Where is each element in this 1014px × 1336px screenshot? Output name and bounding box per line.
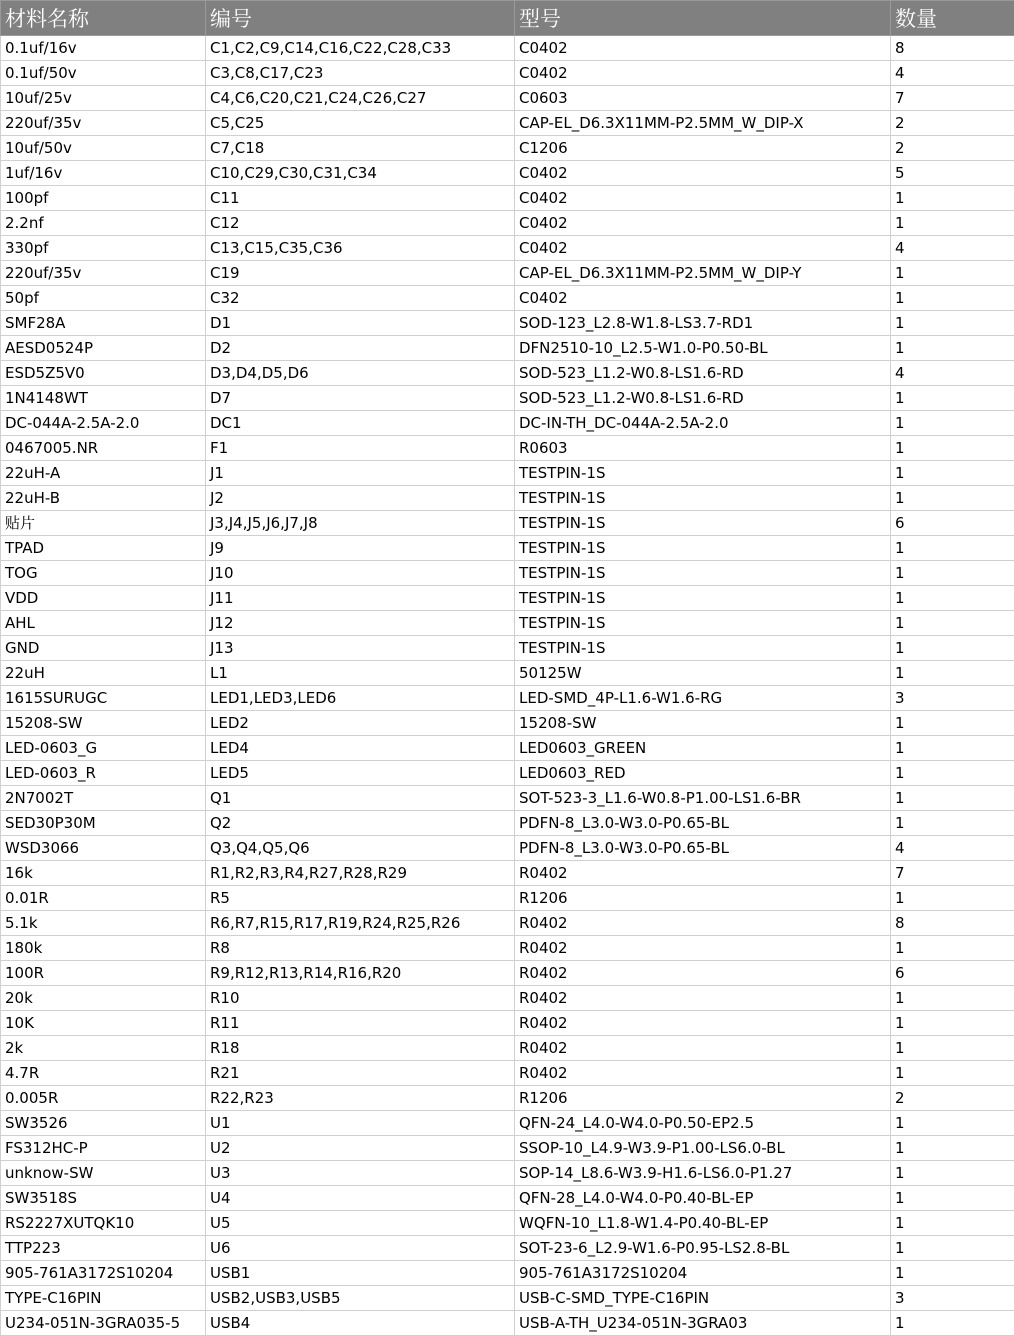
column-header-name[interactable]: 材料名称 <box>1 1 206 36</box>
cell-designator[interactable]: C12 <box>206 211 515 236</box>
table-row <box>1 61 1014 86</box>
cell-qty[interactable]: 3 <box>891 686 1014 711</box>
cell-designator[interactable]: J10 <box>206 561 515 586</box>
cell-model[interactable]: WQFN-10_L1.8-W1.4-P0.40-BL-EP <box>515 1211 891 1236</box>
cell-model[interactable]: R0402 <box>515 861 891 886</box>
cell-name[interactable]: 50pf <box>1 286 206 311</box>
cell-model[interactable]: R0402 <box>515 961 891 986</box>
table-row <box>1 411 1014 436</box>
cell-designator[interactable]: C11 <box>206 186 515 211</box>
cell-designator[interactable]: C4,C6,C20,C21,C24,C26,C27 <box>206 86 515 111</box>
cell-model[interactable]: 15208-SW <box>515 711 891 736</box>
cell-qty[interactable]: 1 <box>891 1061 1014 1086</box>
cell-name[interactable]: 905-761A3172S10204 <box>1 1261 206 1286</box>
cell-name[interactable]: DC-044A-2.5A-2.0 <box>1 411 206 436</box>
cell-qty[interactable]: 8 <box>891 36 1014 61</box>
cell-qty[interactable]: 1 <box>891 1211 1014 1236</box>
cell-model[interactable]: PDFN-8_L3.0-W3.0-P0.65-BL <box>515 836 891 861</box>
cell-designator[interactable]: D1 <box>206 311 515 336</box>
cell-qty[interactable]: 4 <box>891 236 1014 261</box>
cell-qty[interactable]: 1 <box>891 811 1014 836</box>
table-row <box>1 1011 1014 1036</box>
table-row <box>1 1111 1014 1136</box>
cell-model[interactable]: C0402 <box>515 286 891 311</box>
cell-designator[interactable]: J12 <box>206 611 515 636</box>
cell-name[interactable]: 330pf <box>1 236 206 261</box>
cell-name[interactable]: AHL <box>1 611 206 636</box>
cell-model[interactable]: LED0603_RED <box>515 761 891 786</box>
cell-designator[interactable]: U5 <box>206 1211 515 1236</box>
cell-designator[interactable]: R10 <box>206 986 515 1011</box>
cell-qty[interactable]: 1 <box>891 186 1014 211</box>
cell-name[interactable]: SMF28A <box>1 311 206 336</box>
cell-designator[interactable]: R9,R12,R13,R14,R16,R20 <box>206 961 515 986</box>
cell-qty[interactable]: 4 <box>891 361 1014 386</box>
cell-name[interactable]: SW3526 <box>1 1111 206 1136</box>
table-row <box>1 1086 1014 1111</box>
cell-name[interactable]: SW3518S <box>1 1186 206 1211</box>
cell-model[interactable]: R0402 <box>515 911 891 936</box>
cell-qty[interactable]: 1 <box>891 786 1014 811</box>
cell-model[interactable]: C0402 <box>515 161 891 186</box>
cell-qty[interactable]: 5 <box>891 161 1014 186</box>
cell-qty[interactable]: 1 <box>891 386 1014 411</box>
cell-model[interactable]: TESTPIN-1S <box>515 536 891 561</box>
cell-designator[interactable]: D2 <box>206 336 515 361</box>
table-row <box>1 861 1014 886</box>
cell-qty[interactable]: 4 <box>891 836 1014 861</box>
cell-name[interactable]: 4.7R <box>1 1061 206 1086</box>
cell-designator[interactable]: R6,R7,R15,R17,R19,R24,R25,R26 <box>206 911 515 936</box>
cell-model[interactable]: CAP-EL_D6.3X11MM-P2.5MM_W_DIP-X <box>515 111 891 136</box>
cell-designator[interactable]: C10,C29,C30,C31,C34 <box>206 161 515 186</box>
cell-qty[interactable]: 6 <box>891 961 1014 986</box>
table-row <box>1 611 1014 636</box>
cell-designator[interactable]: J1 <box>206 461 515 486</box>
cell-model[interactable]: TESTPIN-1S <box>515 561 891 586</box>
table-row <box>1 1211 1014 1236</box>
table-row <box>1 736 1014 761</box>
cell-name[interactable]: SED30P30M <box>1 811 206 836</box>
table-row <box>1 461 1014 486</box>
cell-designator[interactable]: L1 <box>206 661 515 686</box>
cell-name[interactable]: 16k <box>1 861 206 886</box>
cell-designator[interactable]: R11 <box>206 1011 515 1036</box>
table-row <box>1 711 1014 736</box>
cell-qty[interactable]: 1 <box>891 461 1014 486</box>
table-row <box>1 686 1014 711</box>
cell-name[interactable]: 0467005.NR <box>1 436 206 461</box>
cell-designator[interactable]: LED4 <box>206 736 515 761</box>
cell-name[interactable]: 100R <box>1 961 206 986</box>
table-row <box>1 536 1014 561</box>
cell-model[interactable]: LED-SMD_4P-L1.6-W1.6-RG <box>515 686 891 711</box>
cell-model[interactable]: R0402 <box>515 986 891 1011</box>
cell-model[interactable]: R1206 <box>515 1086 891 1111</box>
cell-model[interactable]: TESTPIN-1S <box>515 636 891 661</box>
table-row <box>1 286 1014 311</box>
cell-qty[interactable]: 1 <box>891 636 1014 661</box>
table-row <box>1 1036 1014 1061</box>
cell-designator[interactable]: USB2,USB3,USB5 <box>206 1286 515 1311</box>
table-row <box>1 636 1014 661</box>
cell-name[interactable]: 0.005R <box>1 1086 206 1111</box>
cell-designator[interactable]: R1,R2,R3,R4,R27,R28,R29 <box>206 861 515 886</box>
cell-model[interactable]: SSOP-10_L4.9-W3.9-P1.00-LS6.0-BL <box>515 1136 891 1161</box>
cell-designator[interactable]: C7,C18 <box>206 136 515 161</box>
cell-qty[interactable]: 1 <box>891 611 1014 636</box>
cell-model[interactable]: C0402 <box>515 211 891 236</box>
cell-name[interactable]: WSD3066 <box>1 836 206 861</box>
cell-designator[interactable]: U6 <box>206 1236 515 1261</box>
cell-model[interactable]: 905-761A3172S10204 <box>515 1261 891 1286</box>
cell-model[interactable]: SOD-523_L1.2-W0.8-LS1.6-RD <box>515 361 891 386</box>
cell-name[interactable]: LED-0603_G <box>1 736 206 761</box>
cell-qty[interactable]: 3 <box>891 1286 1014 1311</box>
column-header-qty[interactable]: 数量 <box>891 1 1014 36</box>
cell-name[interactable]: 100pf <box>1 186 206 211</box>
cell-designator[interactable]: R8 <box>206 936 515 961</box>
cell-qty[interactable]: 1 <box>891 1161 1014 1186</box>
cell-model[interactable]: R1206 <box>515 886 891 911</box>
table-row <box>1 236 1014 261</box>
cell-name[interactable]: 20k <box>1 986 206 1011</box>
cell-name[interactable]: TPAD <box>1 536 206 561</box>
cell-qty[interactable]: 1 <box>891 986 1014 1011</box>
table-body <box>1 36 1014 1336</box>
cell-model[interactable]: TESTPIN-1S <box>515 586 891 611</box>
cell-name[interactable]: FS312HC-P <box>1 1136 206 1161</box>
cell-designator[interactable]: J11 <box>206 586 515 611</box>
cell-designator[interactable]: J13 <box>206 636 515 661</box>
cell-name[interactable]: TYPE-C16PIN <box>1 1286 206 1311</box>
cell-model[interactable]: DC-IN-TH_DC-044A-2.5A-2.0 <box>515 411 891 436</box>
table-row <box>1 361 1014 386</box>
cell-designator[interactable]: U1 <box>206 1111 515 1136</box>
cell-name[interactable]: 1615SURUGC <box>1 686 206 711</box>
cell-name[interactable]: 220uf/35v <box>1 261 206 286</box>
table-header <box>1 1 1014 36</box>
cell-designator[interactable]: LED2 <box>206 711 515 736</box>
cell-model[interactable]: QFN-28_L4.0-W4.0-P0.40-BL-EP <box>515 1186 891 1211</box>
cell-qty[interactable]: 1 <box>891 486 1014 511</box>
table-row <box>1 486 1014 511</box>
table-row <box>1 761 1014 786</box>
table-row <box>1 211 1014 236</box>
table-row <box>1 1186 1014 1211</box>
cell-designator[interactable]: D7 <box>206 386 515 411</box>
cell-name[interactable]: 1N4148WT <box>1 386 206 411</box>
table-row <box>1 886 1014 911</box>
cell-designator[interactable]: C1,C2,C9,C14,C16,C22,C28,C33 <box>206 36 515 61</box>
cell-name[interactable]: 10K <box>1 1011 206 1036</box>
cell-designator[interactable]: USB1 <box>206 1261 515 1286</box>
cell-name[interactable]: 0.1uf/16v <box>1 36 206 61</box>
cell-qty[interactable]: 4 <box>891 61 1014 86</box>
cell-name[interactable]: 贴片 <box>1 511 206 536</box>
table-row <box>1 661 1014 686</box>
cell-model[interactable]: R0402 <box>515 1036 891 1061</box>
cell-qty[interactable]: 1 <box>891 736 1014 761</box>
cell-model[interactable]: R0603 <box>515 436 891 461</box>
cell-name[interactable]: VDD <box>1 586 206 611</box>
cell-name[interactable]: 1uf/16v <box>1 161 206 186</box>
cell-model[interactable]: C0402 <box>515 61 891 86</box>
table-row <box>1 1161 1014 1186</box>
cell-name[interactable]: 180k <box>1 936 206 961</box>
cell-name[interactable]: 10uf/25v <box>1 86 206 111</box>
table-row <box>1 111 1014 136</box>
cell-qty[interactable]: 1 <box>891 261 1014 286</box>
cell-model[interactable]: C0402 <box>515 186 891 211</box>
table-row <box>1 986 1014 1011</box>
cell-model[interactable]: 50125W <box>515 661 891 686</box>
cell-qty[interactable]: 7 <box>891 861 1014 886</box>
table-row <box>1 186 1014 211</box>
cell-name[interactable]: 0.1uf/50v <box>1 61 206 86</box>
table-row <box>1 386 1014 411</box>
cell-designator[interactable]: U3 <box>206 1161 515 1186</box>
cell-model[interactable]: DFN2510-10_L2.5-W1.0-P0.50-BL <box>515 336 891 361</box>
cell-qty[interactable]: 1 <box>891 936 1014 961</box>
cell-qty[interactable]: 1 <box>891 411 1014 436</box>
cell-designator[interactable]: J9 <box>206 536 515 561</box>
table-row <box>1 786 1014 811</box>
cell-designator[interactable]: C13,C15,C35,C36 <box>206 236 515 261</box>
table-row <box>1 561 1014 586</box>
cell-qty[interactable]: 1 <box>891 1236 1014 1261</box>
header-row <box>1 1 1014 36</box>
cell-designator[interactable]: C3,C8,C17,C23 <box>206 61 515 86</box>
cell-name[interactable]: U234-051N-3GRA035-5 <box>1 1311 206 1336</box>
cell-model[interactable]: QFN-24_L4.0-W4.0-P0.50-EP2.5 <box>515 1111 891 1136</box>
cell-model[interactable]: USB-A-TH_U234-051N-3GRA03 <box>515 1311 891 1336</box>
column-header-model[interactable]: 型号 <box>515 1 891 36</box>
cell-qty[interactable]: 1 <box>891 1111 1014 1136</box>
cell-name[interactable]: unknow-SW <box>1 1161 206 1186</box>
table-row <box>1 1136 1014 1161</box>
cell-model[interactable]: TESTPIN-1S <box>515 461 891 486</box>
cell-model[interactable]: SOT-23-6_L2.9-W1.6-P0.95-LS2.8-BL <box>515 1236 891 1261</box>
cell-qty[interactable]: 7 <box>891 86 1014 111</box>
table-row <box>1 136 1014 161</box>
table-row <box>1 261 1014 286</box>
cell-designator[interactable]: R21 <box>206 1061 515 1086</box>
cell-name[interactable]: ESD5Z5V0 <box>1 361 206 386</box>
table-row <box>1 1311 1014 1336</box>
cell-model[interactable]: CAP-EL_D6.3X11MM-P2.5MM_W_DIP-Y <box>515 261 891 286</box>
cell-qty[interactable]: 2 <box>891 136 1014 161</box>
cell-designator[interactable]: U2 <box>206 1136 515 1161</box>
cell-name[interactable]: 2N7002T <box>1 786 206 811</box>
table-row <box>1 586 1014 611</box>
cell-qty[interactable]: 1 <box>891 1261 1014 1286</box>
cell-name[interactable]: TTP223 <box>1 1236 206 1261</box>
cell-name[interactable]: 5.1k <box>1 911 206 936</box>
cell-qty[interactable]: 1 <box>891 661 1014 686</box>
cell-model[interactable]: SOD-523_L1.2-W0.8-LS1.6-RD <box>515 386 891 411</box>
cell-qty[interactable]: 1 <box>891 1186 1014 1211</box>
cell-designator[interactable]: F1 <box>206 436 515 461</box>
cell-qty[interactable]: 1 <box>891 1011 1014 1036</box>
cell-model[interactable]: C0402 <box>515 236 891 261</box>
cell-qty[interactable]: 1 <box>891 536 1014 561</box>
cell-model[interactable]: SOD-123_L2.8-W1.8-LS3.7-RD1 <box>515 311 891 336</box>
cell-designator[interactable]: C5,C25 <box>206 111 515 136</box>
cell-qty[interactable]: 1 <box>891 711 1014 736</box>
cell-model[interactable]: R0402 <box>515 936 891 961</box>
cell-qty[interactable]: 1 <box>891 886 1014 911</box>
cell-model[interactable]: C1206 <box>515 136 891 161</box>
table-row <box>1 511 1014 536</box>
table-row <box>1 436 1014 461</box>
cell-designator[interactable]: J2 <box>206 486 515 511</box>
cell-model[interactable]: SOP-14_L8.6-W3.9-H1.6-LS6.0-P1.27 <box>515 1161 891 1186</box>
cell-qty[interactable]: 2 <box>891 111 1014 136</box>
cell-qty[interactable]: 6 <box>891 511 1014 536</box>
cell-designator[interactable]: USB4 <box>206 1311 515 1336</box>
cell-qty[interactable]: 1 <box>891 1136 1014 1161</box>
cell-name[interactable]: 0.01R <box>1 886 206 911</box>
cell-qty[interactable]: 1 <box>891 311 1014 336</box>
cell-qty[interactable]: 1 <box>891 586 1014 611</box>
cell-designator[interactable]: U4 <box>206 1186 515 1211</box>
cell-model[interactable]: PDFN-8_L3.0-W3.0-P0.65-BL <box>515 811 891 836</box>
table-row <box>1 1261 1014 1286</box>
table-row <box>1 836 1014 861</box>
cell-model[interactable]: SOT-523-3_L1.6-W0.8-P1.00-LS1.6-BR <box>515 786 891 811</box>
cell-qty[interactable]: 1 <box>891 211 1014 236</box>
cell-name[interactable]: 220uf/35v <box>1 111 206 136</box>
cell-designator[interactable]: R22,R23 <box>206 1086 515 1111</box>
cell-name[interactable]: 22uH <box>1 661 206 686</box>
table-row <box>1 911 1014 936</box>
table-row <box>1 1061 1014 1086</box>
cell-designator[interactable]: Q2 <box>206 811 515 836</box>
cell-name[interactable]: 22uH-A <box>1 461 206 486</box>
table-row <box>1 811 1014 836</box>
cell-designator[interactable]: LED5 <box>206 761 515 786</box>
table-row <box>1 1286 1014 1311</box>
cell-name[interactable]: 22uH-B <box>1 486 206 511</box>
cell-model[interactable]: C0402 <box>515 36 891 61</box>
cell-designator[interactable]: DC1 <box>206 411 515 436</box>
cell-qty[interactable]: 8 <box>891 911 1014 936</box>
cell-name[interactable]: AESD0524P <box>1 336 206 361</box>
cell-model[interactable]: R0402 <box>515 1061 891 1086</box>
cell-designator[interactable]: C32 <box>206 286 515 311</box>
table-row <box>1 36 1014 61</box>
cell-qty[interactable]: 2 <box>891 1086 1014 1111</box>
table-row <box>1 161 1014 186</box>
cell-qty[interactable]: 1 <box>891 336 1014 361</box>
cell-model[interactable]: R0402 <box>515 1011 891 1036</box>
cell-name[interactable]: 2k <box>1 1036 206 1061</box>
cell-designator[interactable]: R18 <box>206 1036 515 1061</box>
cell-designator[interactable]: Q1 <box>206 786 515 811</box>
cell-designator[interactable]: Q3,Q4,Q5,Q6 <box>206 836 515 861</box>
cell-model[interactable]: TESTPIN-1S <box>515 611 891 636</box>
cell-name[interactable]: 10uf/50v <box>1 136 206 161</box>
cell-name[interactable]: GND <box>1 636 206 661</box>
cell-qty[interactable]: 1 <box>891 761 1014 786</box>
cell-model[interactable]: TESTPIN-1S <box>515 511 891 536</box>
table-row <box>1 961 1014 986</box>
table-row <box>1 936 1014 961</box>
cell-qty[interactable]: 1 <box>891 436 1014 461</box>
cell-qty[interactable]: 1 <box>891 1311 1014 1336</box>
cell-name[interactable]: 15208-SW <box>1 711 206 736</box>
cell-designator[interactable]: R5 <box>206 886 515 911</box>
table-row <box>1 311 1014 336</box>
cell-name[interactable]: RS2227XUTQK10 <box>1 1211 206 1236</box>
cell-qty[interactable]: 1 <box>891 561 1014 586</box>
cell-model[interactable]: C0603 <box>515 86 891 111</box>
cell-designator[interactable]: C19 <box>206 261 515 286</box>
column-header-designator[interactable]: 编号 <box>206 1 515 36</box>
cell-name[interactable]: LED-0603_R <box>1 761 206 786</box>
table-row <box>1 1236 1014 1261</box>
cell-model[interactable]: TESTPIN-1S <box>515 486 891 511</box>
cell-model[interactable]: LED0603_GREEN <box>515 736 891 761</box>
table-row <box>1 86 1014 111</box>
cell-designator[interactable]: D3,D4,D5,D6 <box>206 361 515 386</box>
table-row <box>1 336 1014 361</box>
cell-qty[interactable]: 1 <box>891 286 1014 311</box>
cell-designator[interactable]: LED1,LED3,LED6 <box>206 686 515 711</box>
cell-name[interactable]: TOG <box>1 561 206 586</box>
cell-name[interactable]: 2.2nf <box>1 211 206 236</box>
cell-qty[interactable]: 1 <box>891 1036 1014 1061</box>
cell-model[interactable]: USB-C-SMD_TYPE-C16PIN <box>515 1286 891 1311</box>
cell-designator[interactable]: J3,J4,J5,J6,J7,J8 <box>206 511 515 536</box>
